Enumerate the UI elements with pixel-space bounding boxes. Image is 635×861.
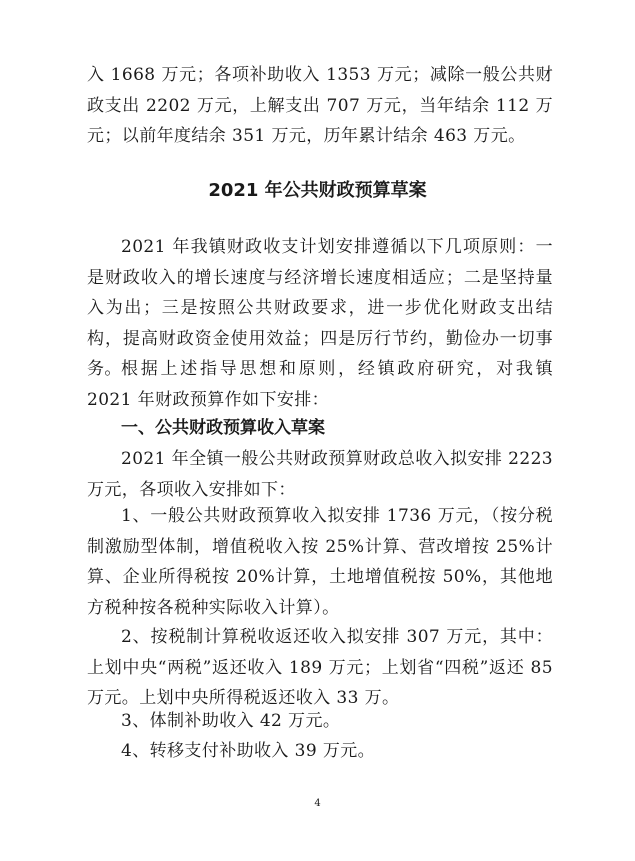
- list-item-1: 1、一般公共财政预算收入拟安排 1736 万元，（按分税制激励型体制，增值税收入按 25%计算、营改增按 25%计算、企业所得税按 20%计算，土地增值税按 50%，其他地方税种按各税种实际收入计算）。: [87, 506, 553, 618]
- page-number: 4: [314, 798, 321, 809]
- list-item-4: 4、转移支付补助收入 39 万元。: [121, 741, 376, 761]
- list-item-3: 3、体制补助收入 42 万元。: [121, 711, 341, 731]
- paragraph-continuation: 入 1668 万元；各项补助收入 1353 万元；减除一般公共财政支出 2202 万元，上解支出 707 万元，当年结余 112 万元；以前年度结余 351 万元，历年累计结余 463 万元。: [87, 65, 553, 146]
- paragraph-total-revenue: 2021 年全镇一般公共财政预算财政总收入拟安排 2223 万元，各项收入安排如下：: [87, 449, 553, 500]
- section-title: 2021 年公共财政预算草案: [208, 180, 427, 201]
- paragraph-principles: 2021 年我镇财政收支计划安排遵循以下几项原则：一是财政收入的增长速度与经济增长速度相适应；二是坚持量入为出；三是按照公共财政要求，进一步优化财政支出结构，提高财政资金使用效益；四是厉行节约，勤俭办一切事务。: [87, 237, 553, 379]
- paragraph-arrangement: 根据上述指导思想和原则，经镇政府研究，对我镇 2021 年财政预算作如下安排：: [87, 359, 553, 410]
- subsection-heading-revenue: 一、公共财政预算收入草案: [121, 418, 325, 438]
- list-item-2: 2、按税制计算税收返还收入拟安排 307 万元，其中：上划中央“两税”返还收入 189 万元；上划省“四税”返还 85 万元。上划中央所得税返还收入 33 万。: [87, 627, 553, 708]
